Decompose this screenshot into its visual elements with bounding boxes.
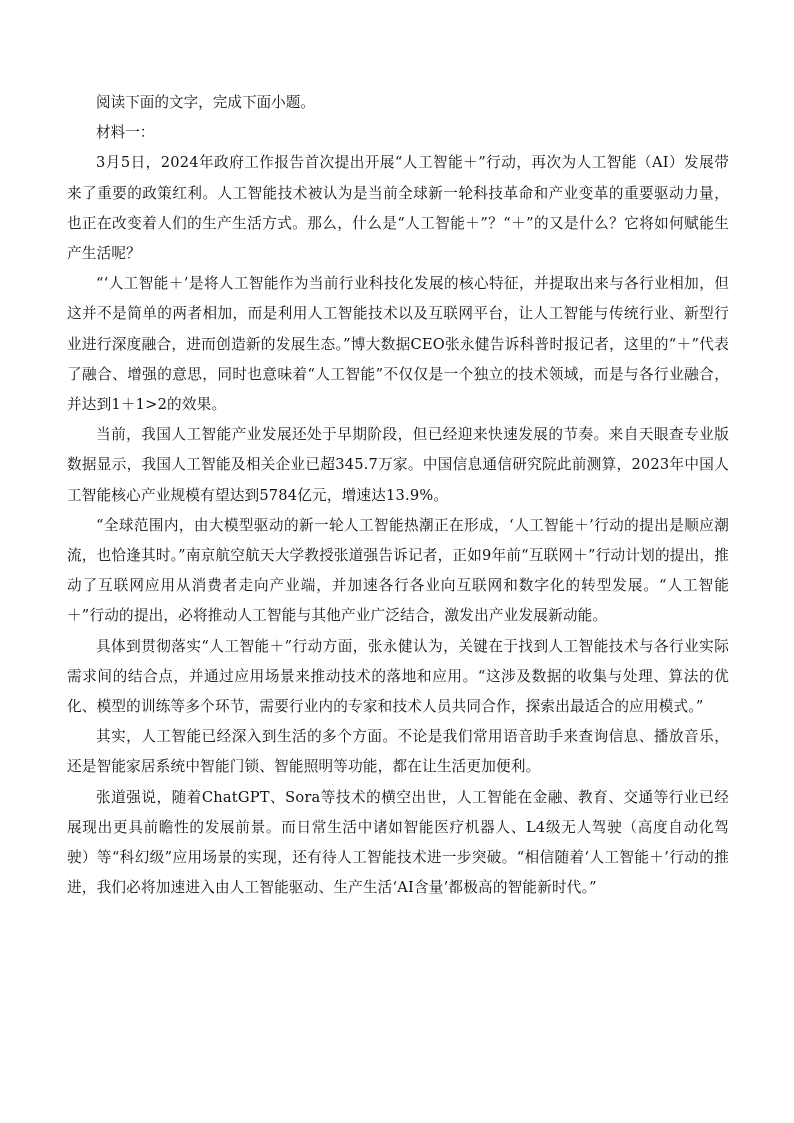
paragraph-6: 其实，人工智能已经深入到生活的多个方面。不论是我们常用语音助手来查询信息、播放音乐，还是智能家居系统中智能门锁、智能照明等功能，都在让生活更加便利。 — [67, 728, 729, 776]
paragraph-7: 张道强说，随着ChatGPT、Sora等技术的横空出世，人工智能在金融、教育、交通等行业已经展现出更具前瞻性的发展前景。而日常生活中诸如智能医疗机器人、L4级无人驾驶（高度自动化驾驶）等“科幻级”应用场景的实现，还有待人工智能技术进一步突破。“相信随着‘人工智能＋’行动的推进，我们必将加速进入由人工智能驱动、生产生活‘AI含量’都极高的智能新时代。” — [67, 788, 729, 897]
paragraph-3: 当前，我国人工智能产业发展还处于早期阶段，但已经迎来快速发展的节奏。来自天眼查专业版数据显示，我国人工智能及相关企业已超345.7万家。中国信息通信研究院此前测算，2023年中国人工智能核心产业规模有望达到5784亿元，增速达13.9%。 — [67, 426, 729, 504]
paragraph-5: 具体到贯彻落实“人工智能＋”行动方面，张永健认为，关键在于找到人工智能技术与各行业实际需求间的结合点，并通过应用场景来推动技术的落地和应用。“这涉及数据的收集与处理、算法的优化、模型的训练等多个环节，需要行业内的专家和技术人员共同合作，探索出最适合的应用模式。” — [67, 637, 729, 716]
paragraph-1: 3月5日，2024年政府工作报告首次提出开展“人工智能＋”行动，再次为人工智能（AI）发展带来了重要的政策红利。人工智能技术被认为是当前全球新一轮科技革命和产业变革的重要驱动力量，也正在改变着人们的生产生活方式。那么，什么是“人工智能＋”？“＋”的又是什么？它将如何赋能生产生活呢？ — [67, 154, 729, 263]
paragraph-4: “全球范围内，由大模型驱动的新一轮人工智能热潮正在形成，‘人工智能＋’行动的提出是顺应潮流，也恰逢其时。”南京航空航天大学教授张道强告诉记者，正如9年前“互联网＋”行动计划的提出，推动了互联网应用从消费者走向产业端，并加速各行各业向互联网和数字化的转型发展。“人工智能＋”行动的提出，必将推动人工智能与其他产业广泛结合，激发出产业发展新动能。 — [67, 516, 729, 625]
paragraph-2: “‘人工智能＋’是将人工智能作为当前行业科技化发展的核心特征，并提取出来与各行业相加，但这并不是简单的两者相加，而是利用人工智能技术以及互联网平台，让人工智能与传统行业、新型行业进行深度融合，进而创造新的发展生态。”博大数据CEO张永健告诉科普时报记者，这里的“＋”代表了融合、增强的意思，同时也意味着“人工智能”不仅仅是一个独立的技术领域，而是与各行业融合，并达到1＋1>2的效果。 — [67, 275, 729, 414]
material-label: 材料一： — [96, 124, 155, 142]
instruction-text: 阅读下面的文字，完成下面小题。 — [96, 94, 315, 111]
document-body — [67, 88, 729, 903]
